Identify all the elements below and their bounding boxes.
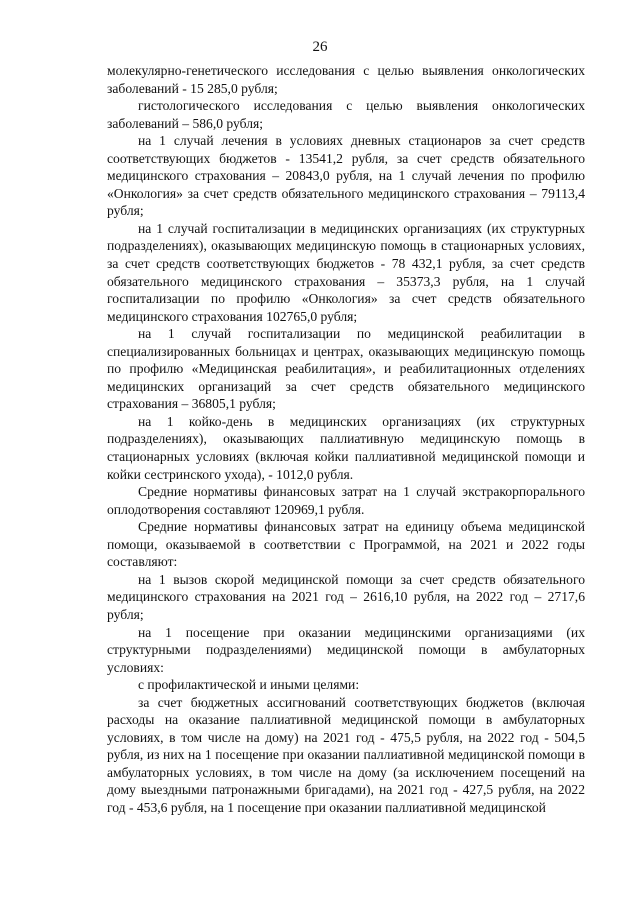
document-body (107, 62, 585, 817)
paragraph-molecular-genetic: молекулярно-генетического исследования с целью выявления онкологических заболеваний - 15 285,0 рубля; (107, 63, 585, 96)
paragraph-histological: гистологического исследования с целью выявления онкологических заболеваний – 586,0 рубля; (107, 98, 585, 131)
page-number: 26 (312, 39, 328, 55)
paragraph-hospitalization: на 1 случай госпитализации в медицинских организациях (их структурных подразделениях), оказывающих медицинскую помощь в стационарных условиях, за счет средств соответствующих бюджетов - 78 432,1 рубля, за счет средств обязательного медицинского страхования – 35373,3 рубля, на 1 случай госпитализации по профилю «Онкология» за счет средств обязательного медицинского страхования 102765,0 рубля; (107, 220, 585, 324)
paragraph-outpatient-visit: на 1 посещение при оказании медицинскими организациями (их структурными подразделениями) медицинской помощи в амбулаторных условиях: (107, 624, 585, 675)
paragraph-ambulance: на 1 вызов скорой медицинской помощи за счет средств обязательного медицинского страхования на 2021 год – 2616,10 рубля, на 2022 год – 2717,6 рубля; (107, 571, 585, 622)
paragraph-norms-2021-2022: Средние нормативы финансовых затрат на единицу объема медицинской помощи, оказываемой в соответствии с Программой, на 2021 и 2022 годы составляют: (107, 519, 585, 570)
paragraph-budget-allocations: за счет бюджетных ассигнований соответствующих бюджетов (включая расходы на оказание паллиативной медицинской помощи в амбулаторных условиях, в том числе на дому) на 2021 год - 475,5 рубля, на 2022 год - 504,5 рубля, из них на 1 посещение при оказании паллиативной медицинской помощи в амбулаторных условиях, в том числе на дому (за исключением посещений на дому выездными патронажными бригадами), на 2021 год - 427,5 рубля, на 2022 год - 453,6 рубля, на 1 посещение при оказании паллиативной медицинской (107, 694, 585, 815)
paragraph-day-hospital: на 1 случай лечения в условиях дневных стационаров за счет средств соответствующих бюджетов - 13541,2 рубля, за счет средств обязательного медицинского страхования – 20843,0 рубля, на 1 случай лечения по профилю «Онкология» за счет средств обязательного медицинского страхования – 79113,4 рубля; (107, 133, 585, 219)
paragraph-rehabilitation: на 1 случай госпитализации по медицинской реабилитации в специализированных больницах и центрах, оказывающих медицинскую помощь по профилю «Медицинская реабилитация», и реабилитационных отделениях медицинских организаций за счет средств обязательного медицинского страхования – 36805,1 рубля; (107, 326, 585, 412)
paragraph-preventive: с профилактической и иными целями: (138, 677, 360, 693)
paragraph-bed-day: на 1 койко-день в медицинских организациях (их структурных подразделениях), оказывающих паллиативную медицинскую помощь в стационарных условиях (включая койки паллиативной медицинской помощи и койки сестринского ухода), - 1012,0 рубля. (107, 413, 585, 482)
paragraph-ivf: Средние нормативы финансовых затрат на 1 случай экстракорпорального оплодотворения составляют 120969,1 рубля. (107, 484, 585, 517)
